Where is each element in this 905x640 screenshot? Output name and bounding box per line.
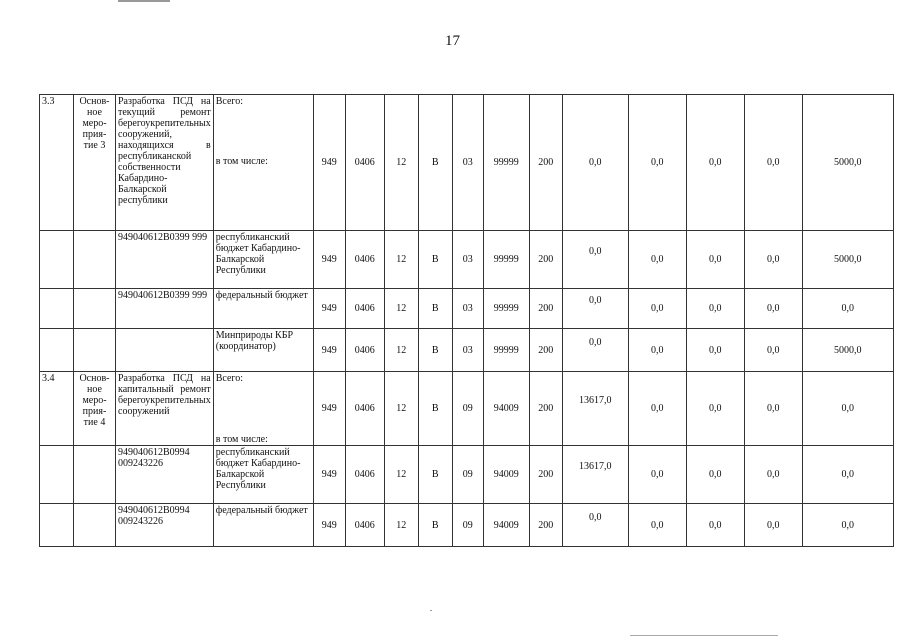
amount-year-3: 0,0 [686,231,744,289]
subprogram-code: В [418,504,452,547]
measure-type [74,231,116,289]
amount-year-4: 0,0 [744,329,802,372]
section-code: 0406 [345,231,384,289]
expense-type-code: 200 [529,504,562,547]
table-row [40,372,894,446]
amount-year-2: 0,0 [628,231,686,289]
program-code: 12 [384,95,418,231]
amount-year-5: 5000,0 [802,329,893,372]
table-row [40,504,894,547]
amount-year-3: 0,0 [686,329,744,372]
measure-name: 949040612В0399 999 [116,231,214,289]
subprogram-code: В [418,446,452,504]
section-code: 0406 [345,329,384,372]
amount-year-2: 0,0 [628,329,686,372]
measure-code: 09 [452,372,483,446]
measure-type [74,289,116,329]
section-code: 0406 [345,372,384,446]
section-code: 0406 [345,95,384,231]
amount-value: 0,0 [588,511,602,523]
amount-year-5: 5000,0 [802,95,893,231]
funding-source [213,289,313,329]
direction-code: 99999 [483,329,529,372]
direction-code: 94009 [483,504,529,547]
amount-year-3: 0,0 [686,446,744,504]
table-row [40,289,894,329]
funding-source [213,95,313,231]
expense-type-code: 200 [529,446,562,504]
direction-code: 99999 [483,231,529,289]
grbs-code: 949 [313,329,345,372]
subprogram-code: В [418,372,452,446]
grbs-code: 949 [313,95,345,231]
amount-year-1 [562,372,628,446]
scan-artifact-bottom [630,635,778,636]
measure-code: 03 [452,329,483,372]
table-row [40,95,894,231]
direction-code: 99999 [483,289,529,329]
scan-artifact-dot [430,610,432,611]
scan-artifact-top [118,0,170,2]
measure-name: 949040612В0399 999 [116,289,214,329]
funding-source-sublabel: в том числе: [215,434,268,445]
amount-year-4: 0,0 [744,289,802,329]
page-number: 17 [445,33,460,49]
measure-code: 03 [452,289,483,329]
funding-source-label: федеральный бюджет [215,505,308,516]
amount-year-5: 0,0 [802,504,893,547]
grbs-code: 949 [313,289,345,329]
measure-code: 03 [452,231,483,289]
amount-year-2: 0,0 [628,95,686,231]
direction-code: 94009 [483,372,529,446]
measure-name: Разработка ПСД на капитальный ремонт берегоукрепительных сооружений [116,372,214,446]
funding-source-sublabel: в том числе: [215,156,268,167]
subprogram-code: В [418,95,452,231]
row-number [40,231,74,289]
amount-year-3: 0,0 [686,289,744,329]
amount-year-2: 0,0 [628,446,686,504]
funding-source-label: республиканский бюджет Кабардино-Балкарской Республики [215,232,301,276]
amount-year-2: 0,0 [628,504,686,547]
amount-year-1: 0,0 [562,95,628,231]
amount-value: 13617,0 [578,395,612,406]
amount-year-1 [562,446,628,504]
budget-table [39,94,894,547]
program-code: 12 [384,231,418,289]
amount-year-3: 0,0 [686,504,744,547]
row-number: 3.3 [40,95,74,231]
grbs-code: 949 [313,231,345,289]
subprogram-code: В [418,231,452,289]
expense-type-code: 200 [529,372,562,446]
measure-type: Основ-ное меро-прия-тие 3 [74,95,116,231]
row-number [40,329,74,372]
measure-name: 949040612В0994 009243226 [116,446,214,504]
funding-source-label: Всего: [215,96,244,107]
grbs-code: 949 [313,446,345,504]
expense-type-code: 200 [529,95,562,231]
section-code: 0406 [345,504,384,547]
amount-year-3: 0,0 [686,372,744,446]
program-code: 12 [384,289,418,329]
measure-code: 09 [452,504,483,547]
amount-year-1 [562,329,628,372]
funding-source [213,372,313,446]
direction-code: 94009 [483,446,529,504]
measure-code: 09 [452,446,483,504]
table-row [40,446,894,504]
amount-year-2: 0,0 [628,289,686,329]
row-number [40,504,74,547]
grbs-code: 949 [313,504,345,547]
table-row [40,231,894,289]
measure-type [74,329,116,372]
funding-source-label: республиканский бюджет Кабардино-Балкарской Республики [215,447,301,491]
measure-name: 949040612В0994 009243226 [116,504,214,547]
expense-type-code: 200 [529,289,562,329]
program-code: 12 [384,329,418,372]
measure-name: Разработка ПСД на текущий ремонт берегоукрепительных сооружений, находящихся в республиканской собственности Кабардино-Балкарской республики [116,95,214,231]
table-row [40,329,894,372]
row-number [40,446,74,504]
amount-year-1 [562,231,628,289]
measure-name [116,329,214,372]
funding-source [213,329,313,372]
measure-type [74,446,116,504]
measure-code: 03 [452,95,483,231]
expense-type-code: 200 [529,329,562,372]
subprogram-code: В [418,289,452,329]
amount-value: 0,0 [588,336,602,348]
amount-year-3: 0,0 [686,95,744,231]
amount-year-4: 0,0 [744,231,802,289]
funding-source [213,446,313,504]
funding-source-label: Всего: [215,373,244,384]
funding-source-label: федеральный бюджет [215,290,308,301]
amount-year-2: 0,0 [628,372,686,446]
subprogram-code: В [418,329,452,372]
amount-year-4: 0,0 [744,95,802,231]
amount-year-4: 0,0 [744,446,802,504]
amount-year-5: 0,0 [802,446,893,504]
row-number [40,289,74,329]
program-code: 12 [384,446,418,504]
amount-year-5: 0,0 [802,289,893,329]
amount-value: 13617,0 [578,461,612,472]
section-code: 0406 [345,289,384,329]
amount-year-1 [562,289,628,329]
amount-year-1 [562,504,628,547]
section-code: 0406 [345,446,384,504]
measure-type: Основ-ное меро-прия-тие 4 [74,372,116,446]
expense-type-code: 200 [529,231,562,289]
funding-source [213,231,313,289]
program-code: 12 [384,504,418,547]
row-number: 3.4 [40,372,74,446]
funding-source-label: Минприроды КБР (координатор) [215,330,294,352]
amount-year-4: 0,0 [744,372,802,446]
amount-value: 0,0 [588,246,602,257]
amount-year-5: 0,0 [802,372,893,446]
direction-code: 99999 [483,95,529,231]
amount-year-5: 5000,0 [802,231,893,289]
program-code: 12 [384,372,418,446]
funding-source [213,504,313,547]
amount-value: 0,0 [588,295,602,306]
amount-year-4: 0,0 [744,504,802,547]
measure-type [74,504,116,547]
grbs-code: 949 [313,372,345,446]
